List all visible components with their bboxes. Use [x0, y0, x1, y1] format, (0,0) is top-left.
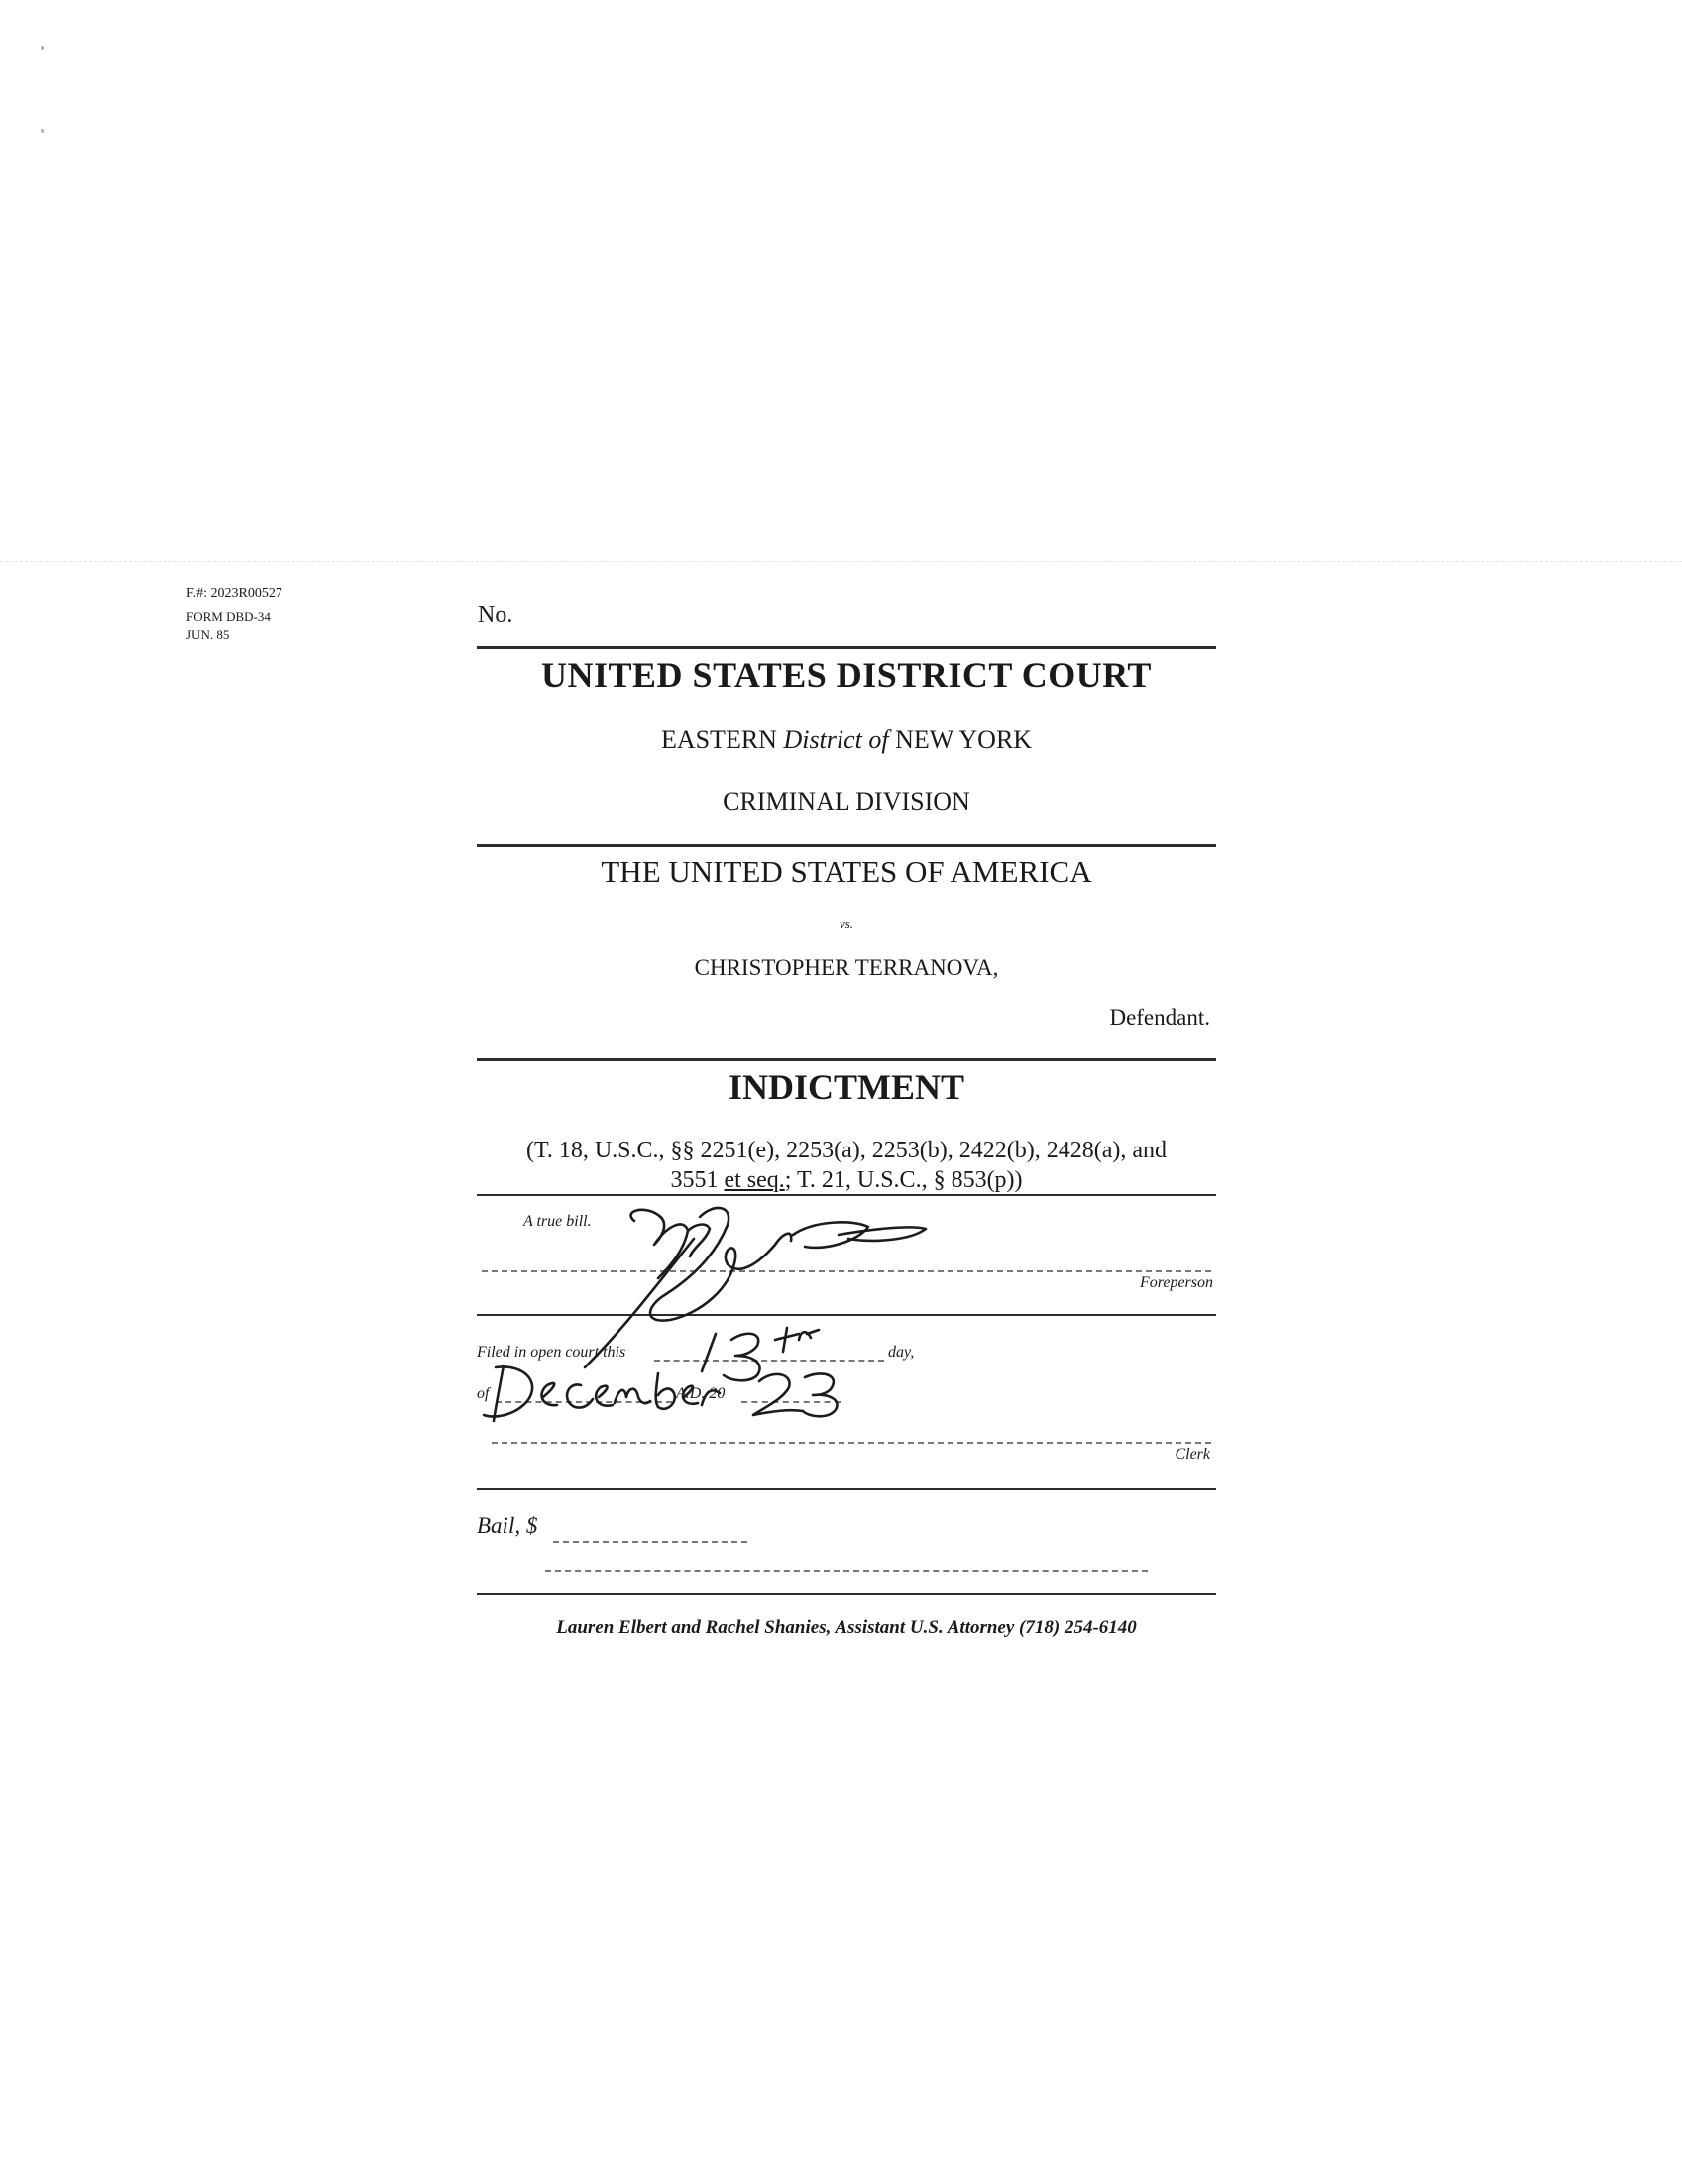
form-number: FORM DBD-34 [186, 609, 271, 624]
plaintiff-name: THE UNITED STATES OF AMERICA [601, 854, 1092, 889]
handwritten-day [702, 1328, 819, 1380]
case-number-label: No. [478, 602, 513, 628]
divider-rule [477, 1194, 1216, 1196]
bail-second-line [545, 1570, 1148, 1572]
bail-label: Bail, $ [477, 1513, 538, 1538]
bail-amount-line [553, 1541, 747, 1543]
filed-label: Filed in open court this [477, 1344, 626, 1361]
division-name: CRIMINAL DIVISION [723, 787, 970, 816]
handwritten-year [753, 1373, 838, 1416]
month-blank-line [496, 1401, 672, 1403]
defendant-label: Defendant. [1109, 1005, 1210, 1030]
statutes-line-1: (T. 18, U.S.C., §§ 2251(e), 2253(a), 2253(b), 2422(b), 2428(a), and [525, 1138, 1168, 1163]
year-blank-line [741, 1401, 841, 1403]
foreperson-signature [585, 1208, 926, 1367]
defendant-name: CHRISTOPHER TERRANOVA, [694, 955, 999, 980]
statutes-line-2-end: ; T. 21, U.S.C., § 853(p)) [784, 1167, 1023, 1193]
divider-rule [477, 1488, 1216, 1490]
day-label: day, [888, 1344, 915, 1361]
divider-rule [477, 646, 1216, 649]
district-prefix: EASTERN [660, 725, 777, 754]
district-of: of [868, 725, 889, 754]
scan-artifact-line [0, 561, 1682, 562]
day-blank-line [654, 1360, 884, 1362]
file-number: F.#: 2023R00527 [186, 586, 282, 601]
district-line [477, 725, 1216, 755]
scan-speck [41, 46, 44, 50]
form-date: JUN. 85 [186, 627, 230, 642]
divider-rule [477, 1593, 1216, 1595]
divider-rule [477, 1058, 1216, 1061]
foreperson-label: Foreperson [1139, 1274, 1213, 1291]
statutes-cited [477, 1136, 1216, 1195]
statutes-line-2-start: 3551 [670, 1167, 725, 1193]
divider-rule [477, 1314, 1216, 1316]
ad-label: A.D. 20 [676, 1385, 726, 1402]
et-seq: et seq. [724, 1167, 785, 1193]
scan-speck [41, 129, 44, 133]
versus-label: vs. [839, 916, 854, 930]
document-title: INDICTMENT [728, 1067, 965, 1107]
clerk-label: Clerk [1175, 1446, 1210, 1463]
true-bill-label: A true bill. [523, 1213, 592, 1230]
statutes-line-2 [477, 1165, 1216, 1195]
divider-rule [477, 844, 1216, 847]
of-label: of [477, 1385, 490, 1402]
district-word: District [783, 725, 862, 754]
court-name: UNITED STATES DISTRICT COURT [541, 655, 1152, 695]
foreperson-signature-line [482, 1270, 1211, 1272]
file-metadata [186, 585, 282, 644]
district-state: NEW YORK [895, 725, 1033, 754]
clerk-signature-line [492, 1442, 1211, 1444]
attorney-footer: Lauren Elbert and Rachel Shanies, Assistant U.S. Attorney (718) 254-6140 [556, 1617, 1137, 1638]
